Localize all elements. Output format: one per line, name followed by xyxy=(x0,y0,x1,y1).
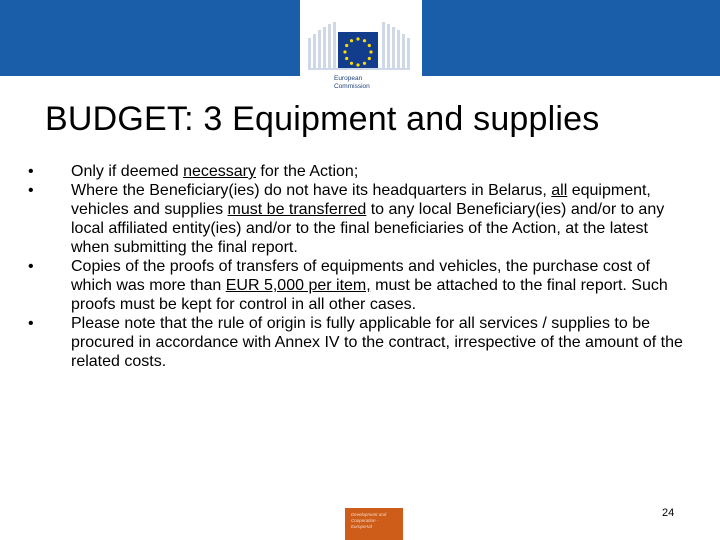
underlined-text: necessary xyxy=(183,163,256,180)
bullet-icon: • xyxy=(28,315,34,332)
bullet-text: to any local Beneficiary(ies) and/or to any local affiliated entity(ies) and/or to the final beneficiaries of the Action, at the latest when submitting the final report. xyxy=(71,201,665,256)
bullet-text: Copies of the proofs of transfers of equipments and vehicles, the purchase cost of which was more than xyxy=(71,258,650,294)
bullet-icon: • xyxy=(28,182,34,199)
europeaid-logo-line: Cooperation - xyxy=(351,518,379,523)
bullet-icon: • xyxy=(28,163,34,180)
bullet-text: for the Action; xyxy=(255,163,359,180)
bullet-item-1 xyxy=(28,162,688,181)
bullet-item-4 xyxy=(28,314,688,371)
bullet-text: must be attached to the final report. Such proofs must be kept for control in all other cases. xyxy=(71,277,668,313)
logo-line-european: European xyxy=(334,75,363,82)
bullet-item-3 xyxy=(28,257,688,314)
europeaid-logo-line: EuropeAid xyxy=(351,524,373,529)
bullet-text: Please note that the rule of origin is fully applicable for all services / supplies to be procured in accordance with Annex IV to the contract, irrespective of the amount of the related costs. xyxy=(71,315,683,370)
bullet-item-2 xyxy=(28,181,688,257)
underlined-text: EUR 5,000 per item, xyxy=(225,277,371,294)
page-number: 24 xyxy=(662,507,675,519)
logo-wordmark xyxy=(334,75,370,91)
bullet-text: Where the Beneficiary(ies) do not have its headquarters in Belarus, xyxy=(71,182,552,199)
europeaid-logo-line: Development and xyxy=(351,512,387,517)
bullet-text: Only if deemed xyxy=(71,163,184,180)
bullet-icon: • xyxy=(28,258,34,275)
slide-title: BUDGET: 3 Equipment and supplies xyxy=(45,100,600,138)
bullet-text: equipment, vehicles and supplies xyxy=(71,182,651,218)
bullet-list xyxy=(28,162,688,371)
underlined-text: must be transferred xyxy=(227,201,367,218)
logo-line-commission: Commission xyxy=(334,83,370,90)
europeaid-logo xyxy=(345,508,403,540)
underlined-text: all xyxy=(551,182,568,199)
